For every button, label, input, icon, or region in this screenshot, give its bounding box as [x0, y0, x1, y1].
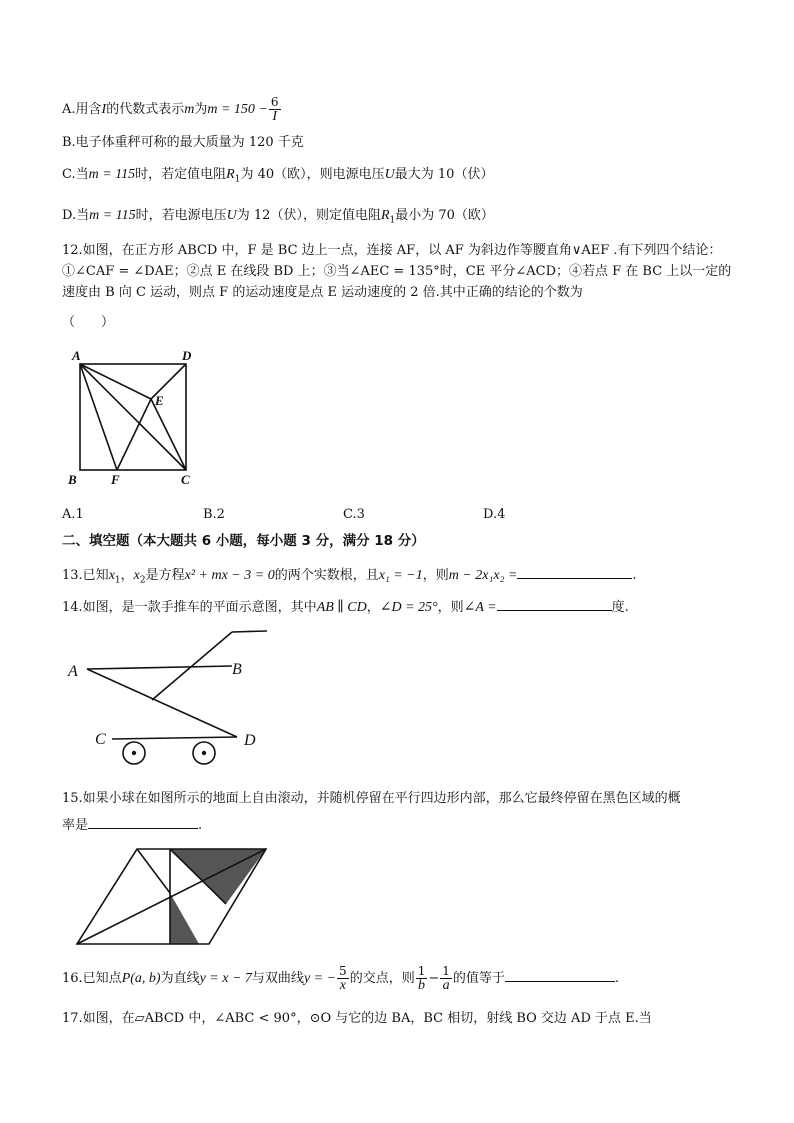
- segment-fe: [117, 399, 151, 470]
- handle: [232, 631, 267, 632]
- q12-option-b: B.2: [203, 507, 225, 522]
- q11-option-a: A.用含I的代数式表示m为m = 150 − $\frac{6}{I}$: [62, 95, 279, 124]
- label-c: C: [95, 731, 106, 748]
- q12-option-d: D.4: [483, 507, 506, 522]
- label-f: F: [111, 472, 120, 487]
- segment-cd: [112, 737, 237, 739]
- q14: 14.如图，是一款手推车的平面示意图，其中AB ∥ CD，∠D = 25°，则∠A = 度.: [62, 600, 629, 615]
- q14-cart-figure: [62, 624, 272, 774]
- q12-option-c: C.3: [343, 507, 365, 522]
- q12-answer-paren: （ ）: [62, 315, 115, 330]
- q12-option-a: A.1: [62, 507, 84, 522]
- q15-parallelogram-figure: [70, 840, 270, 950]
- section-heading: 二、填空题（本大题共 6 小题，每小题 3 分，满分 18 分）: [62, 533, 425, 549]
- q16: 16.已知点P(a, b)为直线y = x − 7与双曲线y = − $\frac{5}{x}$ 的交点，则 $\frac{1}{b}$ − $\frac{1}{a}$ 的值等于 .: [62, 964, 620, 993]
- frame-ad: [87, 669, 237, 737]
- right-wheel-axle: [202, 751, 206, 755]
- label-d: D: [244, 732, 256, 749]
- q11-option-b: B.电子体重秤可称的最大质量为 120 千克: [62, 135, 304, 150]
- segment-ab: [87, 666, 232, 669]
- label-e: E: [155, 393, 164, 408]
- q13-answer-blank[interactable]: [517, 566, 632, 579]
- q11-fraction: $\frac{6}{I}$: [270, 95, 279, 124]
- q15-line2: 率是 .: [62, 818, 203, 833]
- label-c: C: [181, 472, 190, 487]
- q15-line1: 15.如果小球在如图所示的地面上自由滚动，并随机停留在平行四边形内部，那么它最终停留在黑色区域的概: [62, 791, 681, 806]
- shaded-triangle-bottom: [170, 893, 199, 944]
- left-slant: [137, 849, 170, 893]
- label-b: B: [68, 472, 77, 487]
- q11-option-d: D.当m = 115时，若电源电压U为 12（伏），则定值电阻$R_1$最小为 70（欧）: [62, 208, 494, 226]
- q13: 13.已知$x_1$，$x_2$是方程x² + mx − 3 = 0的两个实数根，且x₁ = −1，则m − 2x₁x₂ = .: [62, 568, 637, 586]
- q15-answer-blank[interactable]: [88, 816, 198, 829]
- label-a: A: [68, 663, 78, 680]
- segment-ec: [151, 399, 186, 470]
- q16-answer-blank[interactable]: [505, 969, 615, 982]
- label-d: D: [182, 348, 192, 363]
- q12-square-figure: [62, 344, 212, 492]
- label-a: A: [72, 348, 81, 363]
- label-b: B: [232, 661, 242, 678]
- q12-stem: 12.如图，在正方形 ABCD 中，F 是 BC 边上一点，连接 AF，以 AF 为斜边作等腰直角∨AEF .有下列四个结论：①∠CAF = ∠DAE；②点 E 在线段 BD 上；③当∠AEC = 135°时，CE 平分∠ACD；④若点 F 在 BC 上以一定的速度由 B 向 C 运动，则点 F 的运动速度是点 E 运动速度的 2 倍.其中正确的结论的个数为: [62, 243, 732, 300]
- q11-option-c: C.当m = 115时，若定值电阻$R_1$为 40（欧），则电源电压U最大为 10（伏）: [62, 167, 494, 185]
- left-wheel-axle: [132, 751, 136, 755]
- q14-answer-blank[interactable]: [497, 598, 612, 611]
- q17: 17.如图，在▱ABCD 中，∠ABC < 90°，⊙O 与它的边 BA，BC 相切，射线 BO 交边 AD 于点 E.当: [62, 1011, 652, 1026]
